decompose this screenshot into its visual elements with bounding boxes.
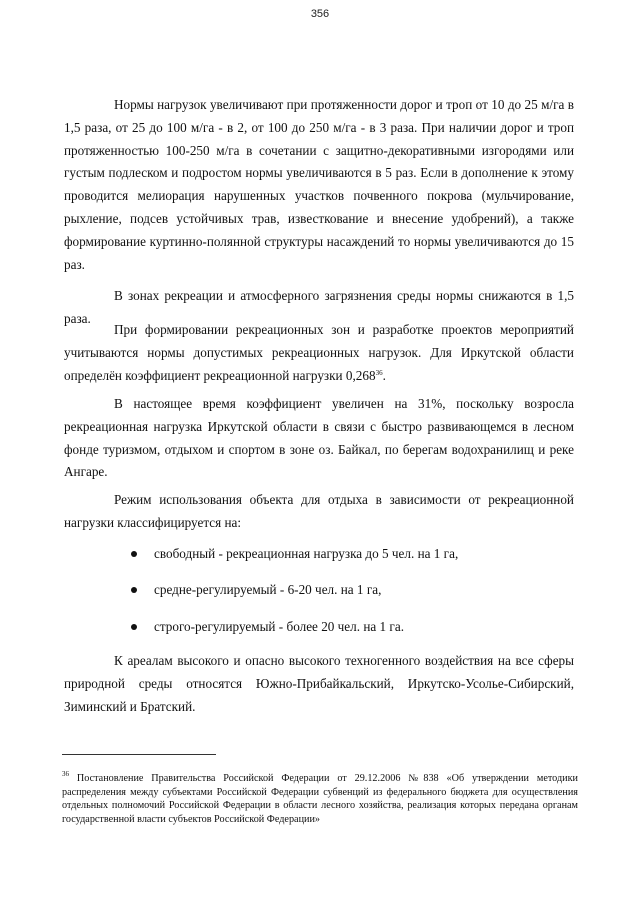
list-item	[126, 581, 576, 599]
paragraph-recreation-coefficient-text: При формировании рекреационных зон и разработке проектов мероприятий учитываются нормы допустимых рекреационных нагрузок. Для Иркутской области определён коэффициент рекреационной нагрузки 0,268	[64, 322, 574, 383]
list-item-text: средне-регулируемый - 6-20 чел. на 1 га,	[154, 582, 382, 597]
page-number: 356	[310, 8, 330, 20]
footnote-marker: 36	[62, 770, 69, 778]
list-item-text: строго-регулируемый - более 20 чел. на 1 га.	[154, 619, 404, 634]
list-item	[126, 618, 576, 636]
paragraph-end-mark: .	[382, 367, 386, 383]
footnote	[62, 772, 578, 826]
paragraph-coefficient-increase: В настоящее время коэффициент увеличен на 31%, поскольку возросла рекреационная нагрузка Иркутской области в связи с быстро развивающемся в лесном фонде туризмом, отдыхом и спортом в зоне оз. Байкал, по берегам водохранилищ и реке Ангаре.	[64, 396, 574, 480]
bullet-icon	[131, 551, 137, 557]
paragraph-usage-mode: Режим использования объекта для отдыха в зависимости от рекреационной нагрузки классифицируется на:	[64, 492, 574, 530]
list-item-text: свободный - рекреационная нагрузка до 5 чел. на 1 га,	[154, 546, 459, 561]
footnote-reference[interactable]: 36	[375, 368, 383, 377]
paragraph-recreation-zones: В зонах рекреации и атмосферного загрязнения среды нормы снижаются в 1,5 раза.	[64, 288, 574, 326]
bullet-icon	[131, 587, 137, 593]
paragraph-impact-areas: К ареалам высокого и опасно высокого техногенного воздействия на все сферы природной среды относятся Южно-Прибайкальский, Иркутско-Усолье-Сибирский, Зиминский и Братский.	[64, 653, 574, 714]
paragraph-load-norms: Нормы нагрузок увеличивают при протяженности дорог и троп от 10 до 25 м/га в 1,5 раза, от 25 до 100 м/га - в 2, от 100 до 250 м/га - в 3 раза. При наличии дорог и троп протяженностью 100-250 м/га в сочетании с защитно-декоративными изгородями или густым подлеском и подростом нормы увеличиваются в 5 раз. Если в дополнение к этому проводится мелиорация нарушенных участков почвенного покрова (мульчирование, рыхление, подсев устойчивых трав, известкование и внесение удобрений), а также формирование куртинно-полянной структуры насаждений то нормы увеличиваются до 15 раз.	[64, 97, 574, 272]
paragraph-recreation-coefficient	[64, 319, 574, 387]
list-item	[126, 545, 576, 563]
footnote-text: Постановление Правительства Российской Федерации от 29.12.2006 №838 «Об утверждении методики распределения между субъектами Российской Федерации субвенций из федерального бюджета для осуществления отдельных полномочий Российской Федерации в области лесного хозяйства, реализация которых передана органам государственной власти субъектов Российской Федерации»	[62, 773, 578, 825]
footnote-separator	[62, 754, 216, 755]
bullet-icon	[131, 624, 137, 630]
